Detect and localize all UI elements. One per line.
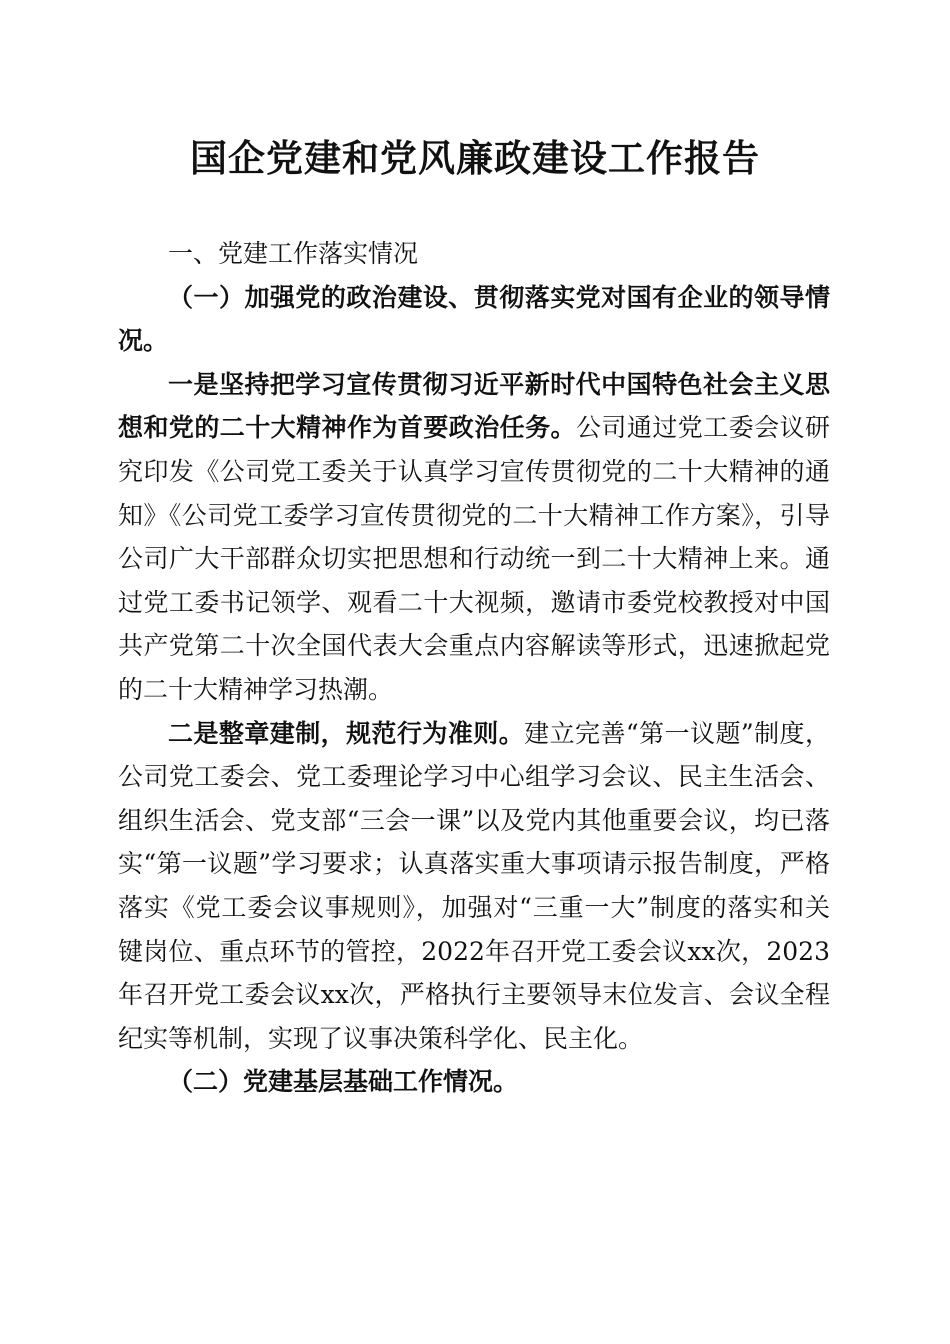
paragraph-2-body: 建立完善“第一议题”制度，公司党工委会、党工委理论学习中心组学习会议、民主生活会、组织生活会、党支部“三会一课”以及党内其他重要会议，均已落实“第一议题”学习要求；认真落实重大事项请示报告制度，严格落实《党工委会议事规则》，加强对“三重一大”制度的落实和关键岗位、重点环节的管控，2022年召开党工委会议xx次，2023年召开党工委会议xx次，严格执行主要领导末位发言、会议全程纪实等机制，实现了议事决策科学化、民主化。 xyxy=(118,718,830,1053)
paragraph-1-lead: 一是坚持把学习宣传贯彻习近平新时代中国特色社会主义思想和党的二十大精神作为首要政治任务。 xyxy=(118,369,830,443)
paragraph-2 xyxy=(118,712,830,1061)
paragraph-1-body: 公司通过党工委会议研究印发《公司党工委关于认真学习宣传贯彻党的二十大精神的通知》《公司党工委学习宣传贯彻党的二十大精神工作方案》，引导公司广大干部群众切实把思想和行动统一到二十大精神上来。通过党工委书记领学、观看二十大视频，邀请市委党校教授对中国共产党第二十次全国代表大会重点内容解读等形式，迅速掀起党的二十大精神学习热潮。 xyxy=(118,413,830,704)
document-title: 国企党建和党风廉政建设工作报告 xyxy=(190,136,760,180)
paragraph-1 xyxy=(118,363,830,712)
paragraph-2-lead: 二是整章建制，规范行为准则。 xyxy=(168,718,525,748)
document-body xyxy=(118,232,830,1104)
subsection-heading-1: （一）加强党的政治建设、贯彻落实党对国有企业的领导情况。 xyxy=(118,282,830,356)
subsection-heading-2: （二）党建基层基础工作情况。 xyxy=(168,1067,519,1097)
section-heading-1: 一、党建工作落实情况 xyxy=(168,239,419,268)
